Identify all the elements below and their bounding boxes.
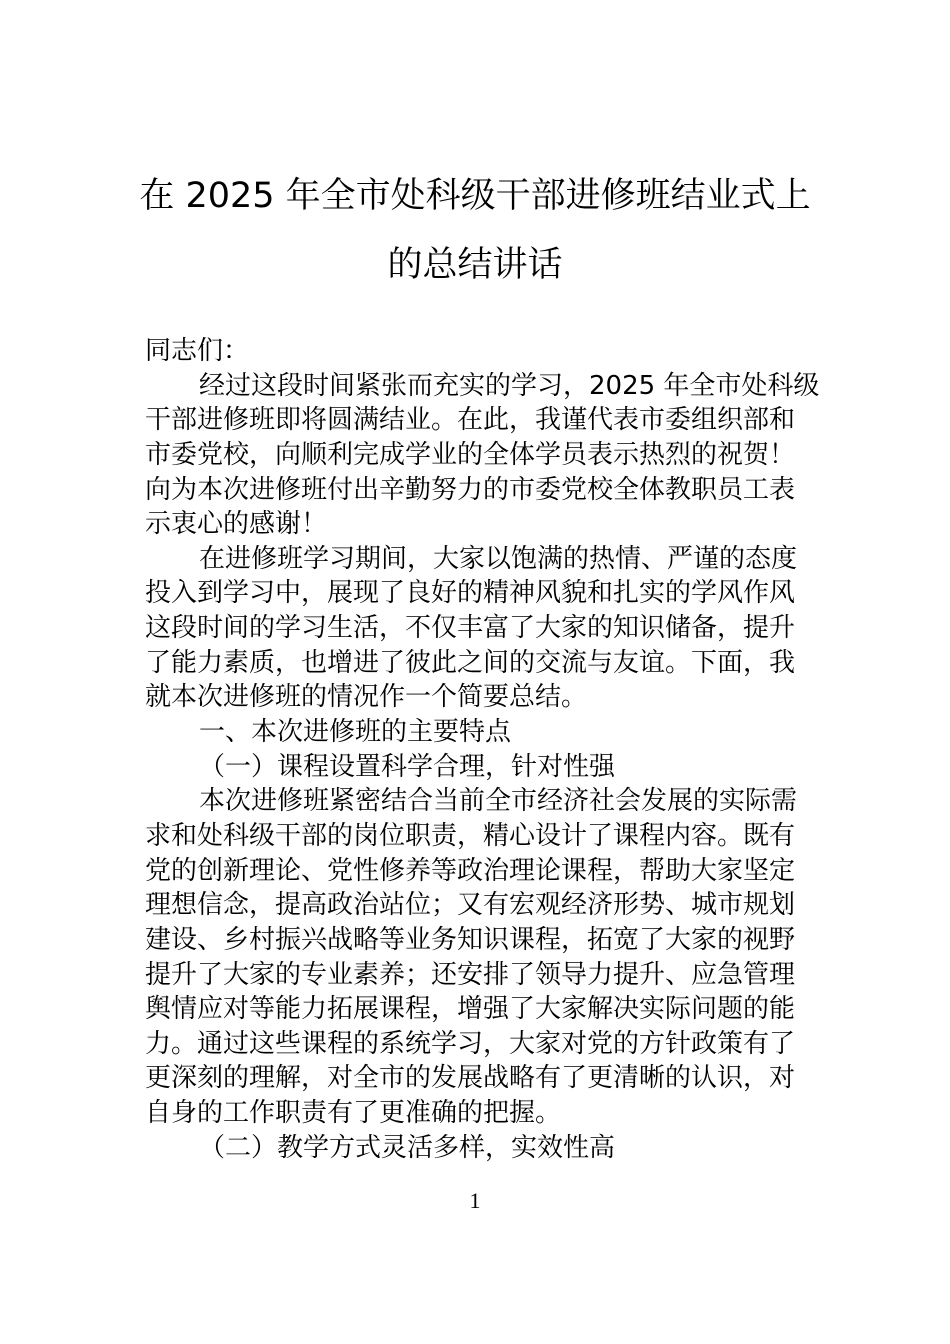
text-line: 向为本次进修班付出辛勤努力的市委党校全体教职员工表 — [145, 474, 796, 505]
section-heading-1 — [145, 715, 810, 750]
page-number: 1 — [469, 1188, 481, 1213]
text-line: 党的创新理论、党性修养等政治理论课程，帮助大家坚定 — [145, 855, 796, 886]
text-line: 了能力素质，也增进了彼此之间的交流与友谊。下面，我 — [145, 647, 796, 678]
document-body — [145, 334, 820, 1165]
salutation: 同志们： — [145, 336, 250, 366]
text-line: 一、本次进修班的主要特点 — [199, 717, 512, 748]
text-line: 建设、乡村振兴战略等业务知识课程，拓宽了大家的视野 — [145, 924, 796, 955]
document-title-line-1: 在 2025 年全市处科级干部进修班结业式上 — [139, 176, 811, 216]
subheading-2 — [145, 1131, 810, 1166]
text-line: 力。通过这些课程的系统学习，大家对党的方针政策有了 — [145, 1028, 796, 1059]
text-line: 舆情应对等能力拓展课程，增强了大家解决实际问题的能 — [145, 994, 796, 1025]
text-line: 干部进修班即将圆满结业。在此，我谨代表市委组织部和 — [145, 405, 796, 436]
document-title-line-2: 的总结讲话 — [387, 245, 563, 285]
text-line: 经过这段时间紧张而充实的学习，2025 年全市处科级 — [199, 370, 820, 401]
text-line: 理想信念，提高政治站位；又有宏观经济形势、城市规划 — [145, 890, 796, 921]
text-line: 就本次进修班的情况作一个简要总结。 — [145, 682, 588, 713]
text-line: 自身的工作职责有了更准确的把握。 — [145, 1098, 562, 1129]
text-line: 求和处科级干部的岗位职责，精心设计了课程内容。既有 — [145, 820, 796, 851]
text-line: 更深刻的理解，对全市的发展战略有了更清晰的认识，对 — [145, 1063, 796, 1094]
text-line: 市委党校，向顺利完成学业的全体学员表示热烈的祝贺！ — [145, 439, 796, 470]
text-line: 示衷心的感谢！ — [145, 509, 328, 540]
paragraph-study-period — [145, 542, 810, 715]
text-line: 提升了大家的专业素养；还安排了领导力提升、应急管理 — [145, 959, 796, 990]
paragraph-intro — [145, 369, 820, 542]
subheading-1 — [145, 750, 810, 785]
text-line: 本次进修班紧密结合当前全市经济社会发展的实际需 — [199, 786, 798, 817]
text-line: 投入到学习中，展现了良好的精神风貌和扎实的学风作风 — [145, 578, 796, 609]
text-line: 这段时间的学习生活，不仅丰富了大家的知识储备，提升 — [145, 613, 796, 644]
text-line: （一）课程设置科学合理，针对性强 — [199, 751, 616, 782]
paragraph-courses — [145, 784, 810, 1130]
text-line: 在进修班学习期间，大家以饱满的热情、严谨的态度 — [199, 543, 798, 574]
text-line: （二）教学方式灵活多样，实效性高 — [199, 1132, 616, 1163]
